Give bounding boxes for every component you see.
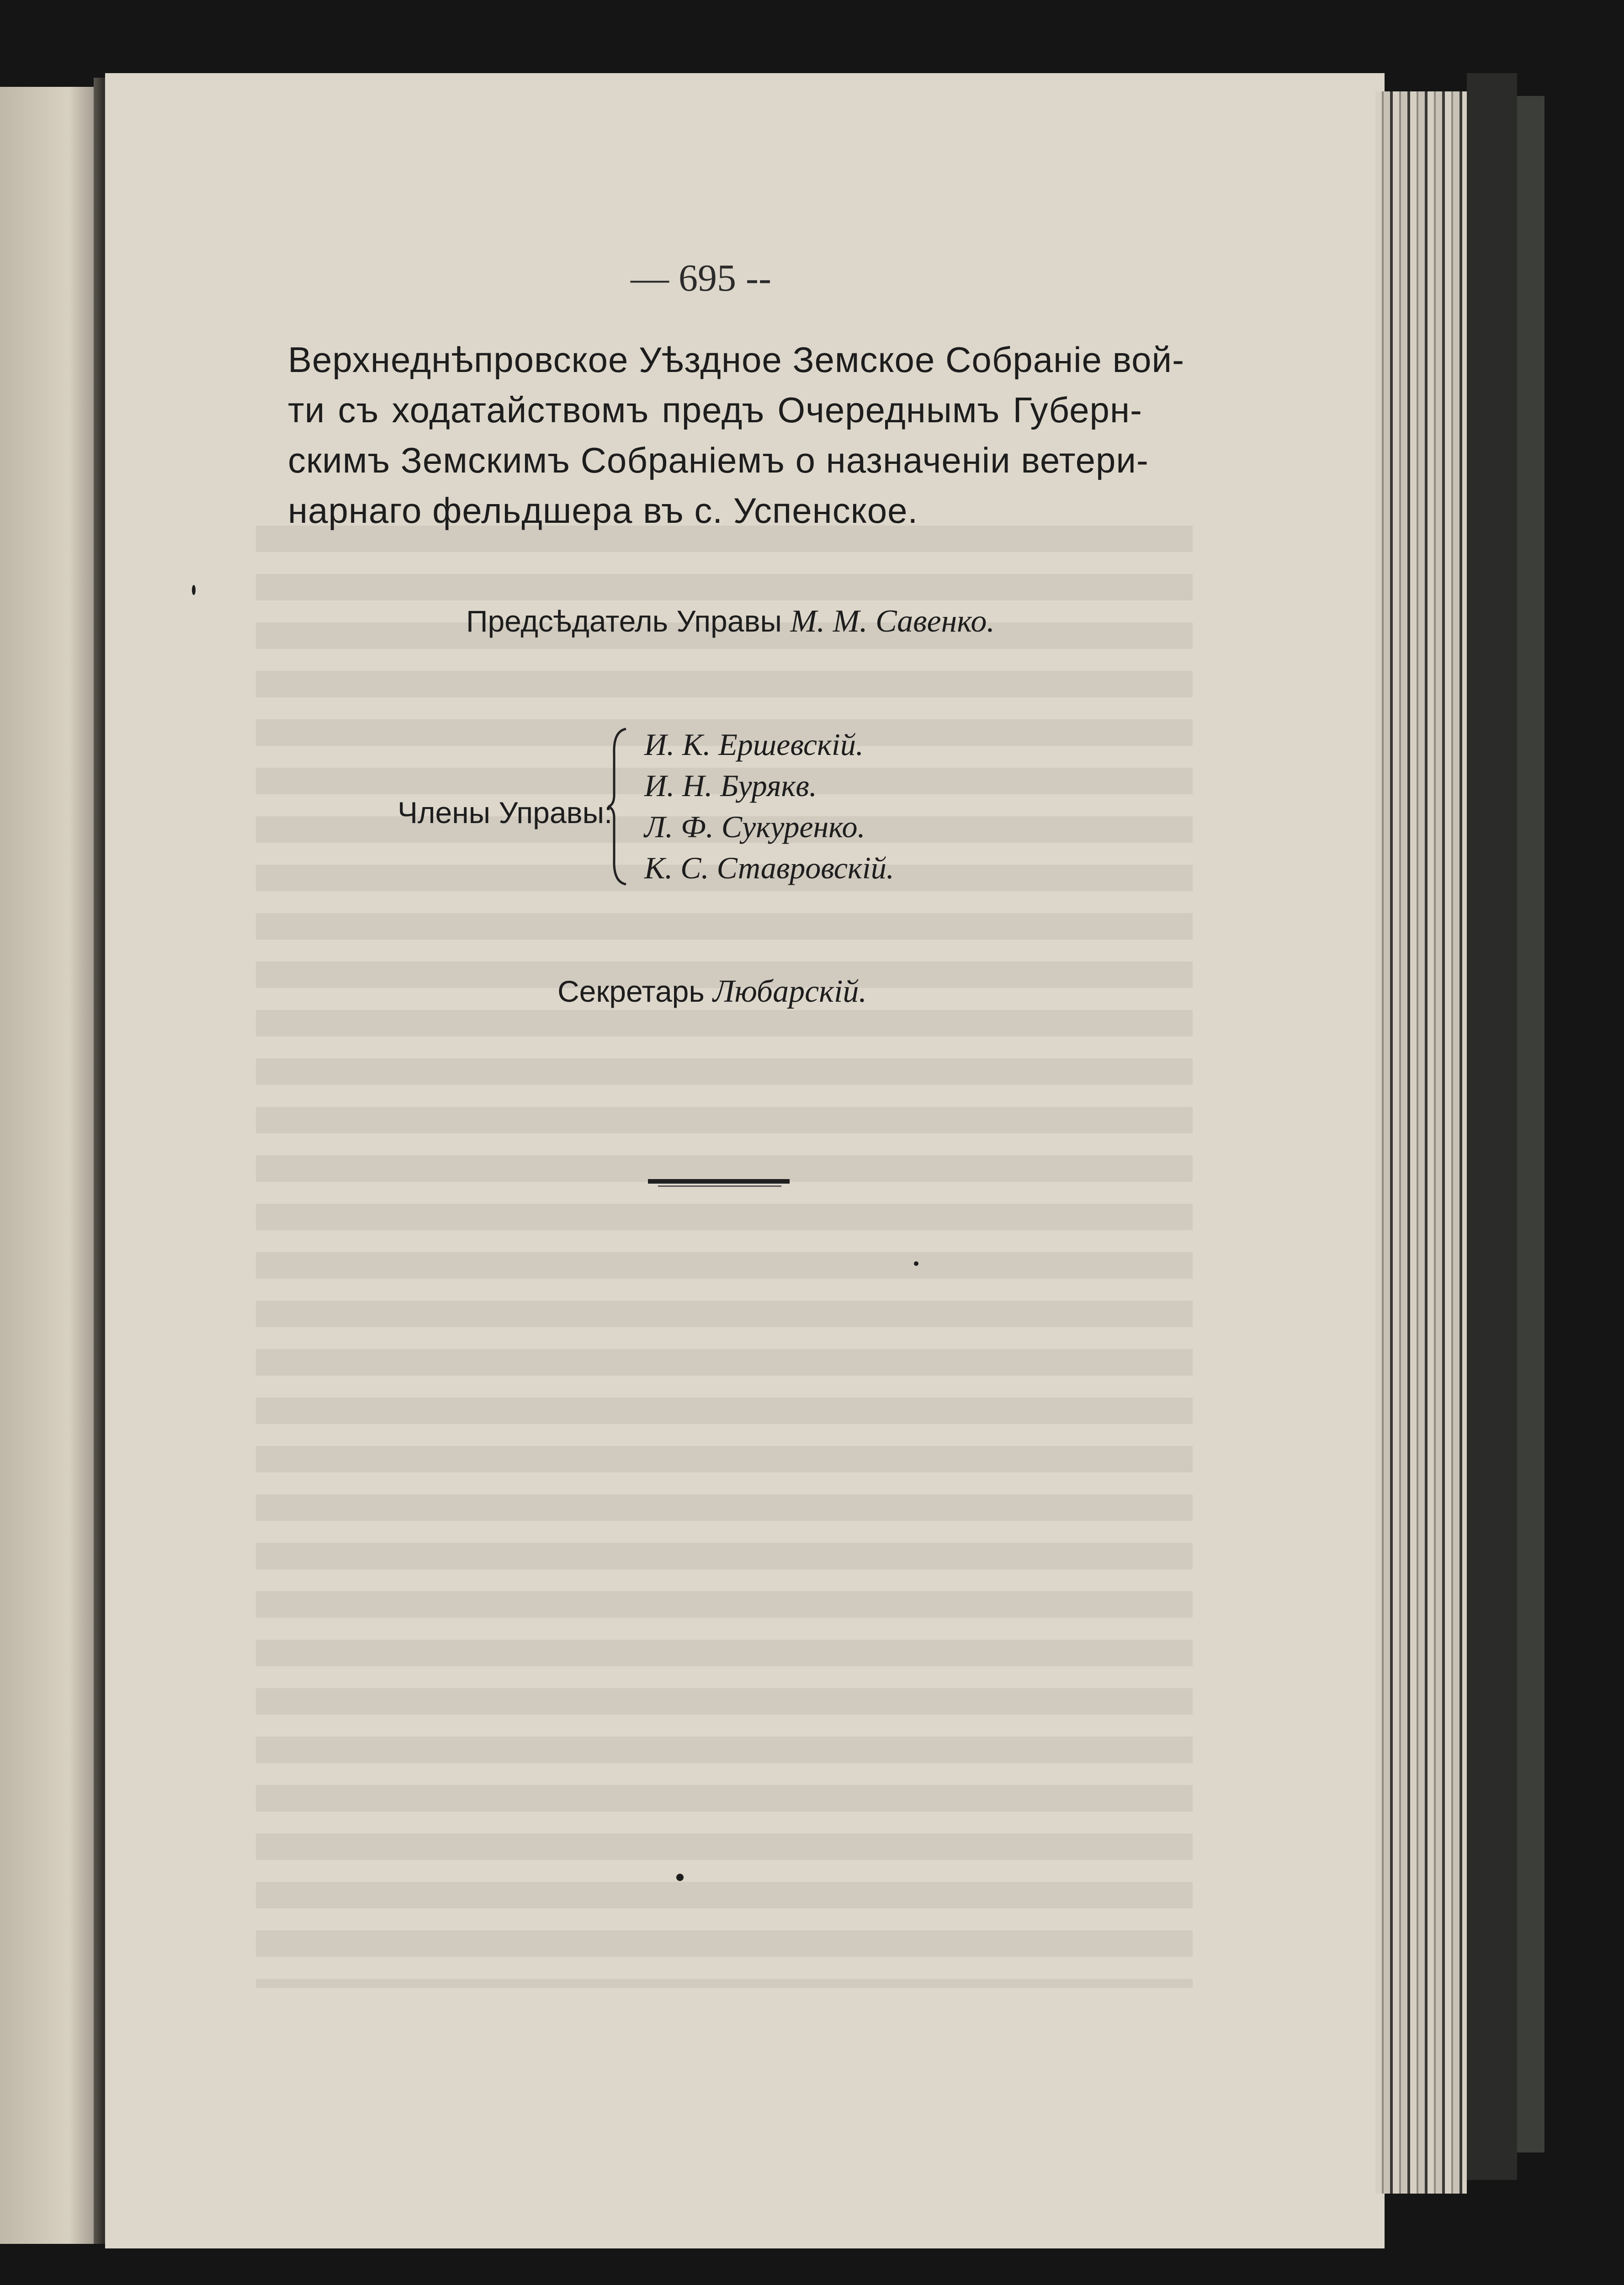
member-name: И. Н. Бурякв.	[644, 768, 817, 803]
section-divider	[648, 1179, 790, 1184]
left-page-edge	[0, 87, 98, 2244]
body-line-1: Верхнеднѣпровское Уѣздное Земское Собраніе вой-	[288, 340, 1185, 380]
book-cover	[1467, 73, 1517, 2180]
book-cover-edge	[1517, 96, 1544, 2152]
secretary-signature	[557, 973, 867, 1010]
member-name: Л. Ф. Сукуренко.	[644, 809, 865, 844]
chairman-label: Предсѣдатель Управы	[466, 604, 782, 638]
ink-speck	[676, 1874, 684, 1881]
secretary-name: Любарскій.	[713, 974, 867, 1009]
ink-speck	[192, 585, 196, 595]
members-label: Члены Управы:	[398, 796, 613, 829]
body-line-3: скимъ Земскимъ Собраніемъ о назначеніи ветери-	[288, 440, 1149, 480]
member-name: К. С. Ставровскій.	[644, 850, 894, 885]
members-brace	[608, 727, 631, 887]
chairman-signature	[466, 603, 995, 640]
secretary-label: Секретарь	[557, 974, 705, 1008]
page-edges	[1375, 91, 1467, 2194]
body-line-2: ти съ ходатайствомъ предъ Очереднымъ Губерн-	[288, 390, 1142, 430]
ink-speck	[914, 1261, 918, 1266]
member-name: И. К. Ершевскій.	[644, 727, 864, 762]
page-number: — 695 --	[631, 257, 771, 299]
body-line-4: нарнаго фельдшера въ с. Успенское.	[288, 490, 918, 531]
chairman-name: М. М. Савенко.	[790, 604, 995, 639]
section-divider-thin	[658, 1185, 781, 1187]
